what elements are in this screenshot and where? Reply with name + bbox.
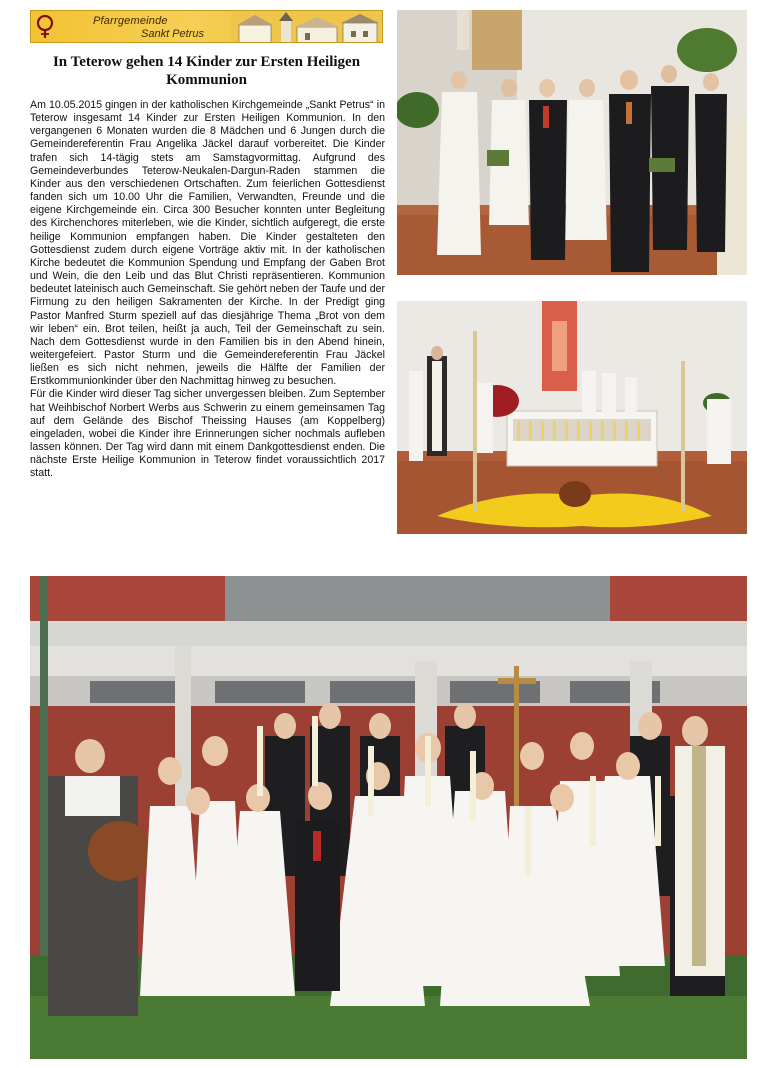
article-body bbox=[30, 99, 385, 481]
parish-logo-icon bbox=[34, 14, 56, 39]
banner-title-line1: Pfarrgemeinde bbox=[93, 15, 168, 27]
church-skyline-image bbox=[231, 11, 383, 43]
photo-church-altar bbox=[397, 301, 747, 534]
photo-children-at-altar bbox=[397, 10, 747, 275]
article-headline: In Teterow gehen 14 Kinder zur Ersten Heiligen Kommunion bbox=[52, 54, 361, 88]
parish-banner bbox=[30, 10, 383, 43]
photo-group-communion-children bbox=[30, 576, 747, 1059]
banner-title-line2: Sankt Petrus bbox=[141, 28, 204, 40]
article-paragraph-1: Am 10.05.2015 gingen in der katholischen Kirchgemeinde „Sankt Petrus“ in Teterow insgesamt 14 Kinder zur Ersten Heiligen Kommunion. In den vergangenen 6 Monaten wurden die 8 Mädchen und 6 Jungen durch die Gemeindereferentin Frau Angelika Jäckel darauf vorbereitet. Die Kinder trafen sich 14-tägig stets am Samstagvormittag. Aufgrund des Gemeindeverbundes Teterow-Neukalen-Dargun-Raden stammen die Kinder aus den verschiedenen Ortschaften. Zum feierlichen Gottesdienst fanden sich um 10.00 Uhr die Familien, Verwandten, Freunde und die eigene Kirchgemeinde ein. Circa 300 Besucher konnten unter Begleitung des Kirchenchores miterleben, wie die Kinder, sichtlich aufgeregt, die erste heilige Kommunion empfangen haben. Die Kinder gestalteten den Gottesdienst zudem durch eigene Vorträge aktiv mit. In der katholischen Kirche bedeutet die Kommunion Spendung und Empfang der Gaben Brot und Wein, die den Leib und das Blut Christi repräsentieren. Kommunion bedeutet lateinisch auch Gemeinschaft. Sie gehört neben der Taufe und der Firmung zu den heiligen Sakramenten der Kirche. In der Predigt ging Pastor Manfred Sturm speziell auf das diesjährige Thema „Brot von dem wir leben“ ein. Brot teilen, heißt ja auch, Teil der Gemeinschaft zu sein. Nach dem Gottesdienst wurde in den Familien bis in den Abend hinein, weitergefeiert. Pastor Sturm und die Gemeindereferentin Frau Jäckel ließen es sich nicht nehmen, jeweils die Hälfte der Familien der Erstkommunionkinder über den Nachmittag hinweg zu besuchen. bbox=[30, 99, 385, 388]
article-paragraph-2: Für die Kinder wird dieser Tag sicher unvergessen bleiben. Zum September hat Weihbischof Norbert Werbs aus Schwerin zu einem gemeinsamen Tag auf dem Gelände des Bischof Theissing Hauses (am Koppelberg) eingeladen, wobei die Kinder ihre Erinnerungen sicher nochmals aufleben lassen können. Der Tag wird dann mit einem Dankgottesdienst enden. Die nächste Erste Heilige Kommunion in Teterow findet voraussichtlich 2017 statt. bbox=[30, 388, 385, 480]
